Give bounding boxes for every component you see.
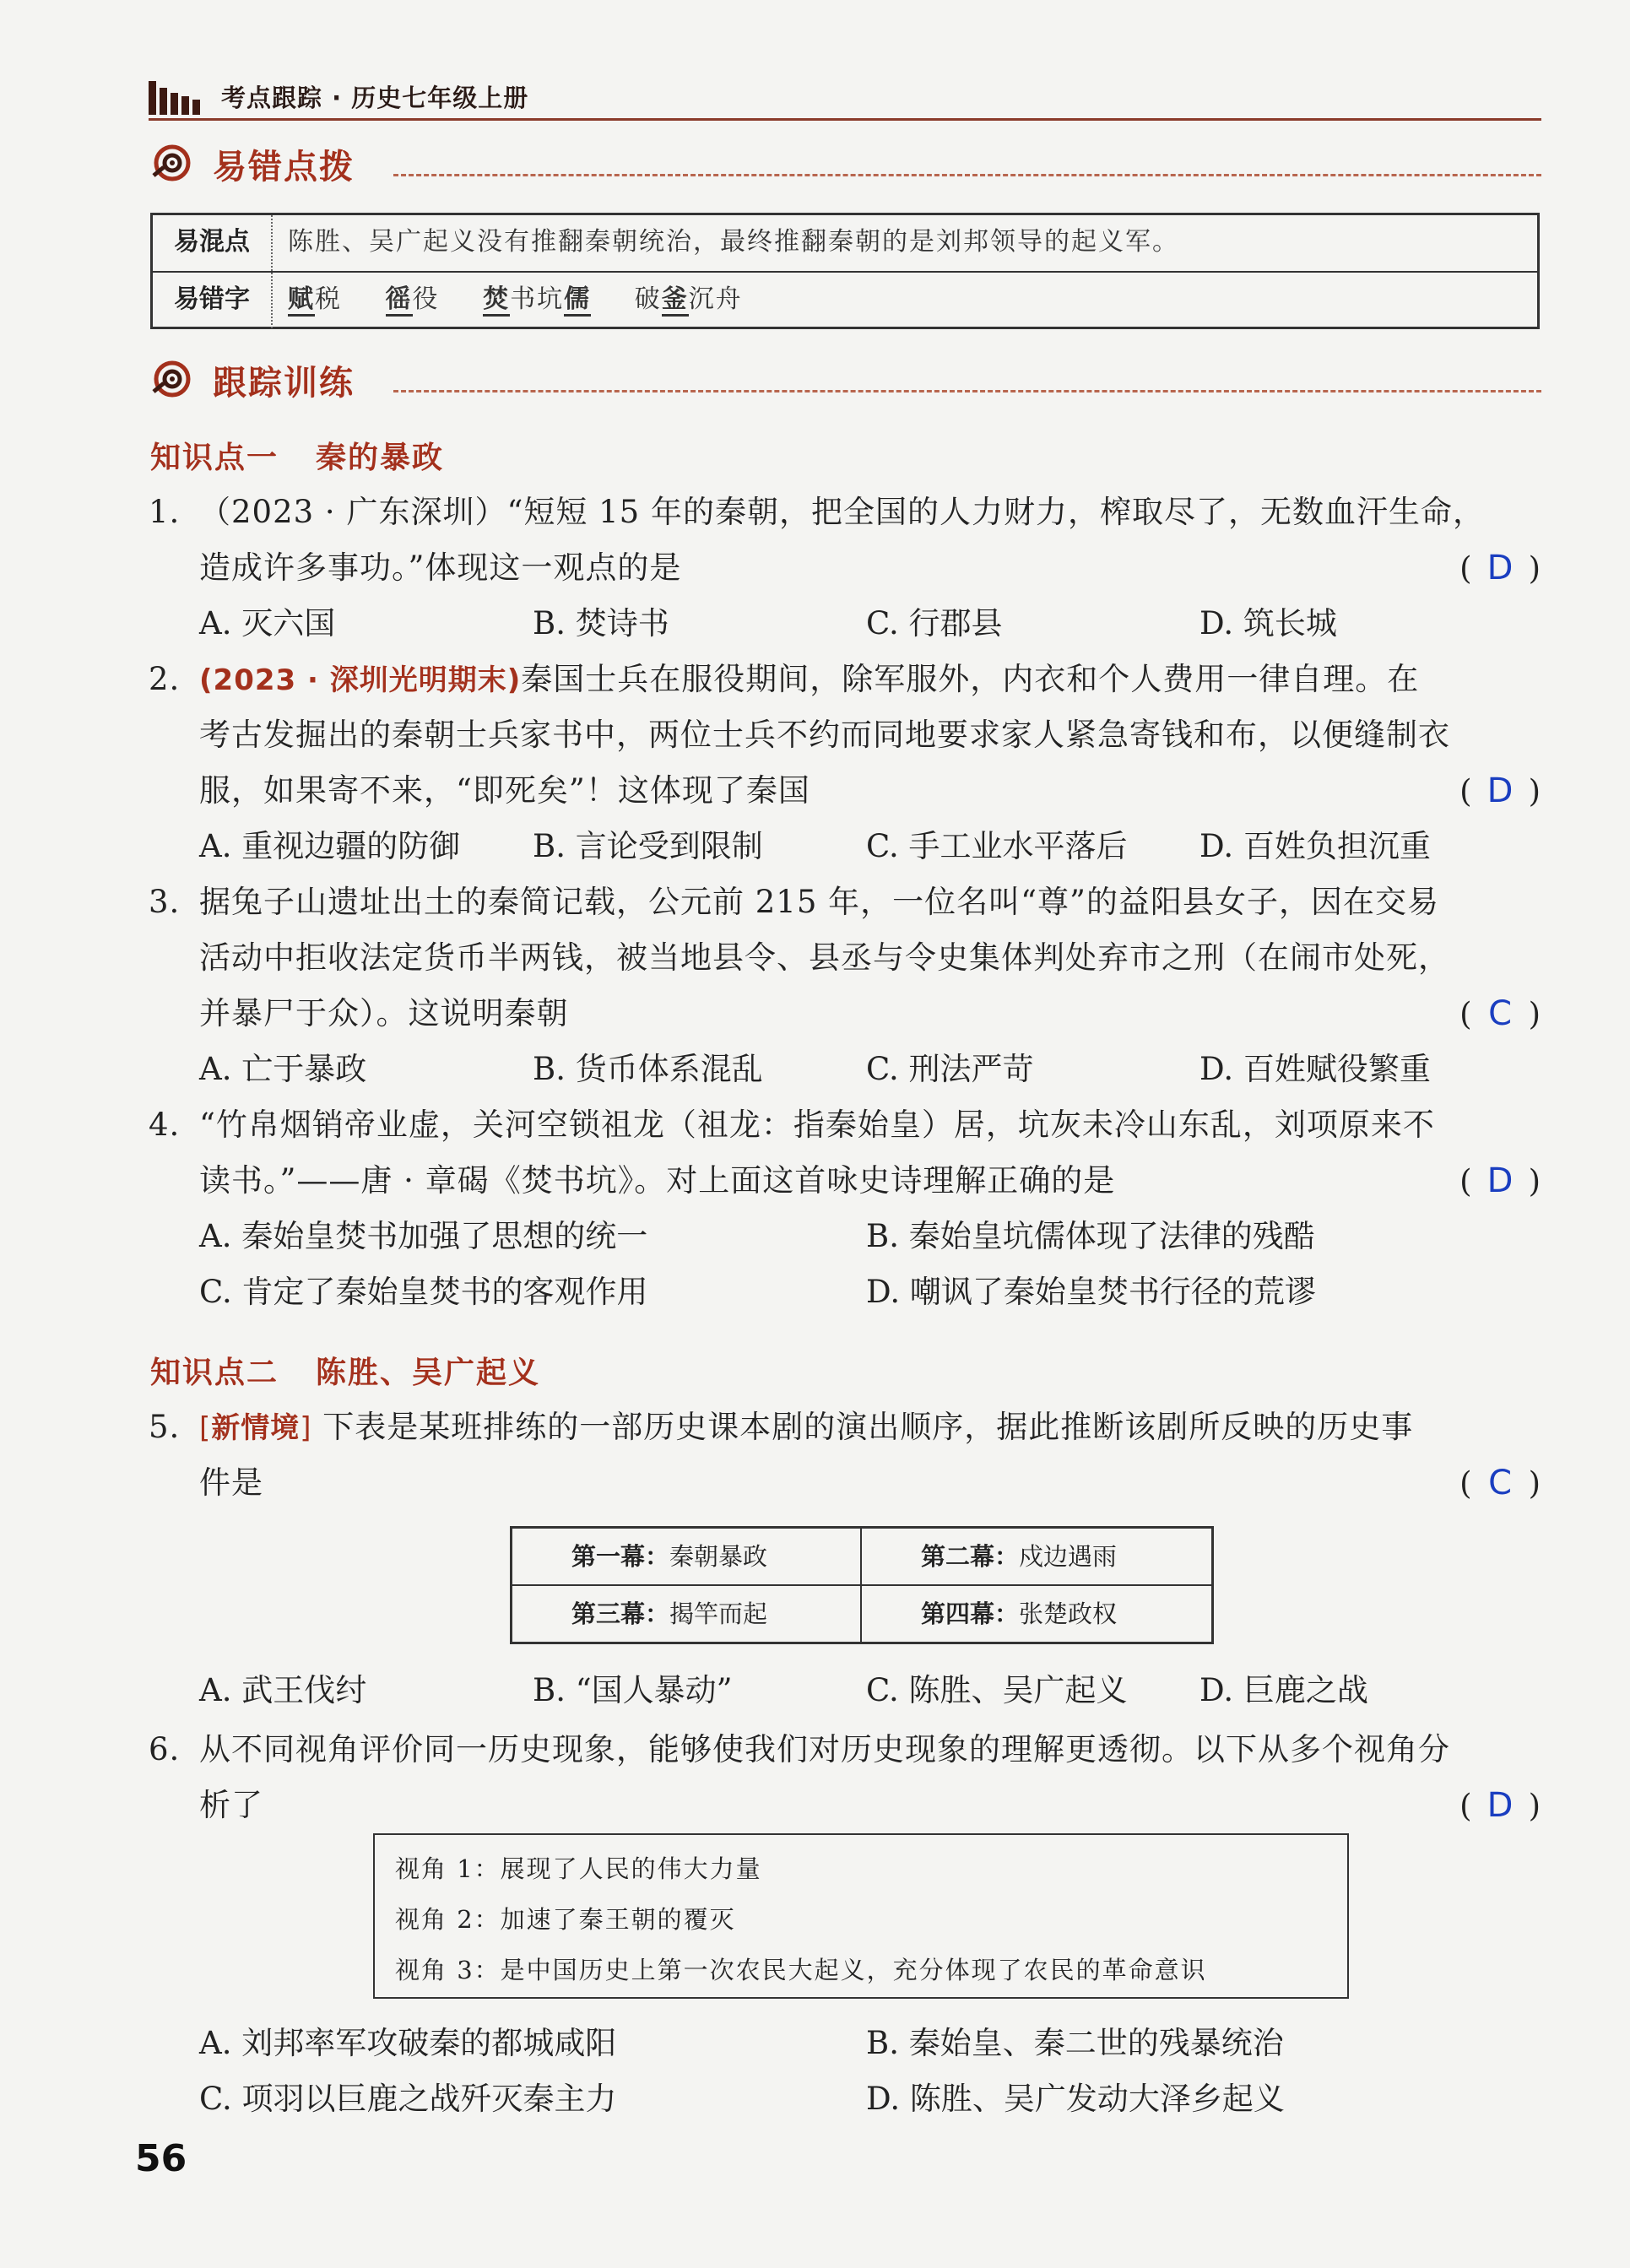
option-d[interactable]: D. 嘲讽了秦始皇焚书行径的荒谬 bbox=[866, 1274, 1316, 1310]
section-title: 跟踪训练 bbox=[213, 364, 355, 403]
question-line: [新情境] 下表是某班排练的一部历史课本剧的演出顺序，据此推断该剧所反映的历史事 bbox=[199, 1409, 1414, 1445]
header-rule bbox=[149, 118, 1541, 121]
question-line: “竹帛烟销帝业虚，关河空锁祖龙（祖龙：指秦始皇）居，坑灰未冷山东乱，刘项原来不 bbox=[199, 1107, 1435, 1143]
option-d[interactable]: D. 百姓赋役繁重 bbox=[1199, 1051, 1431, 1087]
option-c[interactable]: C. 刑法严苛 bbox=[866, 1051, 1034, 1087]
answer-letter: C bbox=[1488, 994, 1514, 1033]
option-d[interactable]: D. 陈胜、吴广发动大泽乡起义 bbox=[866, 2081, 1285, 2117]
scene-cell: 第一幕：秦朝暴政 bbox=[512, 1529, 862, 1586]
tips-row-typos bbox=[153, 273, 1537, 328]
answer-letter: D bbox=[1486, 1786, 1514, 1825]
section-title: 易错点拨 bbox=[213, 148, 355, 187]
target-icon bbox=[149, 358, 196, 400]
target-icon bbox=[149, 142, 196, 184]
answer-bracket: ( D ) bbox=[1459, 1778, 1541, 1834]
option-d[interactable]: D. 百姓负担沉重 bbox=[1199, 828, 1431, 864]
option-d[interactable]: D. 巨鹿之战 bbox=[1199, 1672, 1368, 1708]
option-b[interactable]: B. 秦始皇、秦二世的残暴统治 bbox=[866, 2025, 1284, 2061]
question-line: 造成许多事功。”体现这一观点的是 bbox=[199, 549, 682, 586]
tips-table bbox=[150, 213, 1540, 329]
scene-cell: 第四幕：张楚政权 bbox=[921, 1600, 1118, 1628]
option-c[interactable]: C. 手工业水平落后 bbox=[866, 828, 1128, 864]
bar-logo-icon bbox=[149, 81, 199, 115]
perspective-line: 视角 2：加速了秦王朝的覆灭 bbox=[395, 1905, 736, 1934]
option-b[interactable]: B. 秦始皇坑儒体现了法律的残酷 bbox=[866, 1218, 1315, 1254]
answer-bracket: ( C ) bbox=[1459, 986, 1541, 1042]
perspective-line: 视角 1：展现了人民的伟大力量 bbox=[395, 1854, 762, 1883]
question-number: 1. bbox=[149, 494, 181, 530]
option-c[interactable]: C. 肯定了秦始皇焚书的客观作用 bbox=[199, 1274, 648, 1310]
option-b[interactable]: B. 焚诗书 bbox=[533, 605, 669, 641]
option-a[interactable]: A. 武王伐纣 bbox=[199, 1672, 367, 1708]
knowledge-point-2: 知识点二 陈胜、吴广起义 bbox=[150, 1356, 541, 1390]
perspective-box bbox=[373, 1833, 1349, 1999]
option-a[interactable]: A. 重视边疆的防御 bbox=[199, 828, 461, 864]
tips-value: 陈胜、吴广起义没有推翻秦朝统治，最终推翻秦朝的是刘邦领导的起义军。 bbox=[288, 227, 1179, 257]
context-tag: 新情境 bbox=[211, 1411, 301, 1445]
word-item: 焚书坑儒 bbox=[483, 284, 591, 314]
answer-letter: D bbox=[1486, 549, 1514, 587]
word-item: 破釜沉舟 bbox=[635, 284, 743, 314]
question-line: 读书。”——唐 · 章碣《焚书坑》。对上面这首咏史诗理解正确的是 bbox=[199, 1162, 1116, 1199]
question-number: 2. bbox=[149, 661, 181, 697]
scene-table bbox=[510, 1526, 1214, 1644]
question-number: 4. bbox=[149, 1107, 181, 1143]
page-header bbox=[149, 78, 1541, 120]
question-line: 析了 bbox=[199, 1787, 263, 1823]
question-line: 件是 bbox=[199, 1464, 263, 1501]
question-number: 6. bbox=[149, 1731, 181, 1767]
answer-letter: D bbox=[1486, 1161, 1514, 1200]
option-c[interactable]: C. 陈胜、吴广起义 bbox=[866, 1672, 1128, 1708]
answer-letter: C bbox=[1488, 1464, 1514, 1502]
section-tips-heading bbox=[149, 137, 1541, 191]
word-item: 赋税 bbox=[288, 284, 342, 314]
option-a[interactable]: A. 灭六国 bbox=[199, 605, 336, 641]
knowledge-point-1: 知识点一 秦的暴政 bbox=[150, 441, 445, 475]
tips-words bbox=[288, 273, 777, 327]
source-tag: (2023 · 深圳光明期末) bbox=[199, 663, 522, 697]
question-line: 从不同视角评价同一历史现象，能够使我们对历史现象的理解更透彻。以下从多个视角分 bbox=[199, 1731, 1450, 1767]
answer-bracket: ( D ) bbox=[1459, 763, 1541, 820]
option-a[interactable]: A. 刘邦率军攻破秦的都城咸阳 bbox=[199, 2025, 617, 2061]
perspective-line: 视角 3：是中国历史上第一次农民大起义，充分体现了农民的革命意识 bbox=[395, 1956, 1207, 1984]
question-line: （2023 · 广东深圳）“短短 15 年的秦朝，把全国的人力财力，榨取尽了，无数血汗生命， bbox=[199, 494, 1485, 530]
answer-bracket: ( D ) bbox=[1459, 1153, 1541, 1210]
option-a[interactable]: A. 亡于暴政 bbox=[199, 1051, 367, 1087]
option-b[interactable]: B. 货币体系混乱 bbox=[533, 1051, 763, 1087]
question-number: 5. bbox=[149, 1409, 181, 1445]
section-training-heading bbox=[149, 353, 1541, 407]
question-line: 服，如果寄不来，“即死矣”！这体现了秦国 bbox=[199, 772, 810, 809]
question-line: 活动中拒收法定货币半两钱，被当地县令、县丞与令史集体判处弃市之刑（在闹市处死， bbox=[199, 939, 1450, 976]
tips-key: 易混点 bbox=[153, 215, 273, 271]
option-b[interactable]: B. “国人暴动” bbox=[533, 1672, 733, 1708]
question-line: 据兔子山遗址出土的秦简记载，公元前 215 年，一位名叫“尊”的益阳县女子，因在交易 bbox=[199, 884, 1439, 920]
question-line: (2023 · 深圳光明期末)秦国士兵在服役期间，除军服外，内衣和个人费用一律自理。在 bbox=[199, 661, 1420, 697]
option-d[interactable]: D. 筑长城 bbox=[1199, 605, 1337, 641]
scene-cell: 第二幕：戍边遇雨 bbox=[862, 1529, 1211, 1586]
dashed-rule bbox=[393, 390, 1541, 392]
page-number: 56 bbox=[135, 2137, 187, 2180]
question-line: 并暴尸于众）。这说明秦朝 bbox=[199, 995, 569, 1031]
option-a[interactable]: A. 秦始皇焚书加强了思想的统一 bbox=[199, 1218, 648, 1254]
question-number: 3. bbox=[149, 884, 181, 920]
tips-row-confusable bbox=[153, 215, 1537, 273]
header-title: 考点跟踪 · 历史七年级上册 bbox=[221, 84, 529, 112]
word-item: 徭役 bbox=[386, 284, 440, 314]
answer-letter: D bbox=[1486, 771, 1514, 810]
answer-bracket: ( C ) bbox=[1459, 1455, 1541, 1512]
question-line: 考古发掘出的秦朝士兵家书中，两位士兵不约而同地要求家人紧急寄钱和布，以便缝制衣 bbox=[199, 717, 1450, 753]
option-c[interactable]: C. 项羽以巨鹿之战歼灭秦主力 bbox=[199, 2081, 617, 2117]
scene-cell: 第三幕：揭竿而起 bbox=[512, 1586, 862, 1643]
option-c[interactable]: C. 行郡县 bbox=[866, 605, 1003, 641]
answer-bracket: ( D ) bbox=[1459, 540, 1541, 597]
option-b[interactable]: B. 言论受到限制 bbox=[533, 828, 763, 864]
dashed-rule bbox=[393, 174, 1541, 176]
tips-key: 易错字 bbox=[153, 273, 273, 328]
